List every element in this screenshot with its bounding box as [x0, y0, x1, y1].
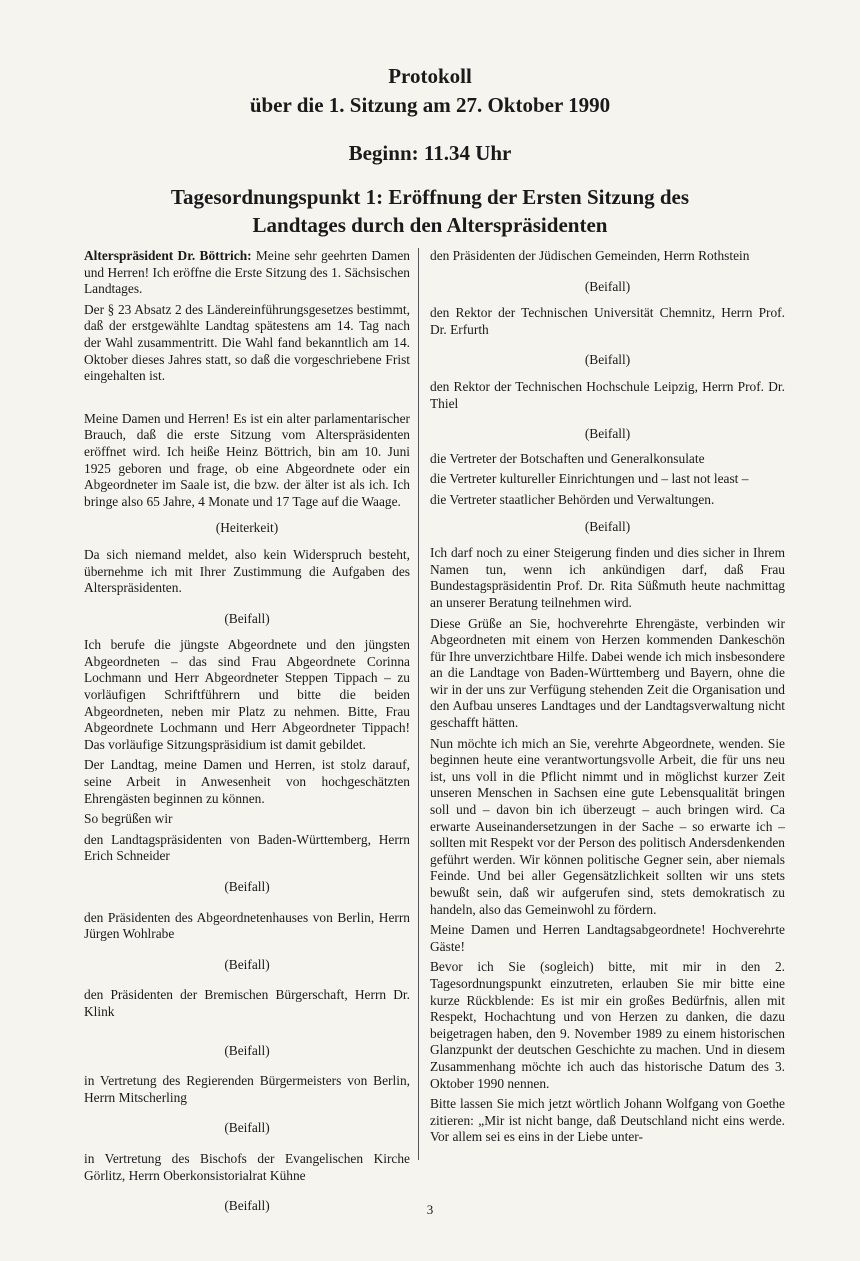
page-number: 3 [426, 1202, 434, 1217]
agenda-heading-line1: Tagesordnungspunkt 1: Eröffnung der Ersten Sitzung des [170, 185, 690, 209]
paragraph: Nun möchte ich mich an Sie, verehrte Abgeordnete, wenden. Sie beginnen heute eine verantwortungsvolle Arbeit, die für uns neu ist, uns voll in die Pflicht nimmt und in möglichst kurzer Zeit unseren Menschen in Sachsen eine gute Lebensqualität bringen soll und – davon bin ich überzeugt – auch bringen wird. Ca erwarte Auseinandersetzungen in der Sache – so erwarte ich – sollten mit Respekt vor der Person des politisch Andersdenkenden geführt werden. Wir können politische Gegner sein, aber niemals Feinde. Und bei aller Gegensätzlichkeit sollten wir uns stets bewußt sein, daß wir aufgerufen sind, stets demokratisch zu handeln, also das Gemeinwohl zu fördern. [430, 735, 785, 917]
paragraph: So begrüßen wir [84, 811, 173, 827]
left-column [84, 248, 410, 1215]
paragraph: die Vertreter staatlicher Behörden und Verwaltungen. [430, 491, 715, 507]
agenda-heading-line2: Landtages durch den Alterspräsidenten [252, 213, 608, 237]
remark: (Beifall) [584, 278, 631, 294]
title-block [0, 62, 860, 120]
paragraph: Da sich niemand meldet, also kein Widerspruch besteht, übernehme ich mit Ihrer Zustimmung die Aufgaben des Alterspräsidenten. [84, 546, 410, 596]
remark: (Beifall) [584, 426, 631, 442]
remark: (Beifall) [224, 1198, 270, 1214]
paragraph: Bevor ich Sie (sogleich) bitte, mit mir in den 2. Tagesordnungspunkt einzutreten, erlauben Sie mir bitte eine kurze Rückblende: Es ist mir ein großes Bedürfnis, allen mit Respekt, Hochachtung und von Herzen zu danken, die dazu beigetragen haben, den 9. November 1989 zu einem historischen Glanzpunkt der deutschen Geschichte zu machen. Und in diesem Zusammenhang möchte ich auch das historische Datum des 3. Oktober 1990 nennen. [430, 959, 785, 1091]
remark: (Beifall) [224, 956, 270, 972]
remark: (Beifall) [224, 879, 270, 894]
paragraph: Diese Grüße an Sie, hochverehrte Ehrengäste, verbinden wir Abgeordneten mit einem von Herzen kommenden Dankeschön für Ihre unverzichtbare Hilfe. Dabei wende ich mich insbesondere an die Landtage von Baden-Württemberg und Bayern, ohne die wir in der uns zur Verfügung stehenden Zeit die Organisation und den Aufbau unseres Landtages und der Landtagsverwaltung nicht geschafft hätten. [430, 615, 785, 731]
paragraph: die Vertreter kultureller Einrichtungen und – last not least – [430, 471, 749, 487]
paragraph: die Vertreter der Botschaften und Generalkonsulate [430, 450, 705, 466]
remark: (Beifall) [224, 1120, 270, 1136]
paragraph: den Rektor der Technischen Universität Chemnitz, Herrn Prof. Dr. Erfurth [430, 305, 785, 337]
speaker-name: Alterspräsident Dr. Böttrich: [84, 248, 252, 263]
paragraph: Ich berufe die jüngste Abgeordnete und den jüngsten Abgeordneten – das sind Frau Abgeordnete Corinna Lochmann und Herr Abgeordneter Steppen Tippach – zu vorläufigen Schriftführern und bitte die beiden Abgeordneten, neben mir Platz zu nehmen. Bitte, Frau Abgeordnete Lochmann und Herr Abgeordneter Tippach! Das vorläufige Sitzungspräsidium ist damit gebildet. [84, 637, 410, 752]
speech-text: Meine sehr geehrten Damen und Herren! Ich eröffne die Erste Sitzung des 1. Sächsischen Landtages. [84, 248, 410, 297]
paragraph [84, 248, 410, 298]
paragraph: Meine Damen und Herren! Es ist ein alter parlamentarischer Brauch, daß die erste Sitzung vom Alterspräsidenten eröffnet wird. Ich heiße Heinz Böttrich, bin am 10. Juni 1925 geboren und frage, ob eine Abgeordnete oder ein Abgeordneter im Saale ist, die bzw. der älter ist als ich. Ich bringe also 65 Jahre, 4 Monate und 17 Tage auf die Waage. [84, 410, 410, 509]
paragraph: Der § 23 Absatz 2 des Ländereinführungsgesetzes bestimmt, daß der erstgewählte Landtag spätestens am 14. Tag nach der Wahl zusammentritt. Die Wahl fand bekanntlich am 14. Oktober dieses Jahres statt, so daß die vorgeschriebene Frist eingehalten ist. [84, 301, 410, 384]
paragraph: den Präsidenten der Bremischen Bürgerschaft, Herrn Dr. Klink [84, 987, 410, 1019]
paragraph: Bitte lassen Sie mich jetzt wörtlich Johann Wolfgang von Goethe zitieren: „Mir ist nicht bange, daß Deutschland nicht eins werde. Vor allem sei es eins in der Liebe unter- [430, 1096, 785, 1145]
remark: (Beifall) [224, 1042, 270, 1058]
paragraph: Der Landtag, meine Damen und Herren, ist stolz darauf, seine Arbeit in Anwesenheit von hochgeschätzten Ehrengästen beginnen zu können. [84, 757, 410, 806]
paragraph: Ich darf noch zu einer Steigerung finden und dies sicher in Ihrem Namen tun, wenn ich ankündigen darf, daß Frau Bundestagspräsidentin Prof. Dr. Rita Süßmuth heute nachmittag an unserer Beratung teilnehmen wird. [430, 545, 785, 610]
document-title: Protokoll [388, 64, 472, 88]
paragraph: den Rektor der Technischen Hochschule Leipzig, Herrn Prof. Dr. Thiel [430, 378, 785, 411]
paragraph: Meine Damen und Herren Landtagsabgeordnete! Hochverehrte Gäste! [430, 922, 785, 954]
document-subtitle: über die 1. Sitzung am 27. Oktober 1990 [249, 93, 611, 117]
remark: (Beifall) [584, 518, 631, 534]
paragraph: den Landtagspräsidenten von Baden-Württemberg, Herrn Erich Schneider [84, 831, 410, 864]
remark: (Heiterkeit) [215, 520, 279, 536]
paragraph: den Präsidenten der Jüdischen Gemeinden, Herrn Rothstein [430, 248, 750, 263]
begin-time: Beginn: 11.34 Uhr [348, 141, 512, 165]
right-column [430, 248, 785, 1146]
agenda-heading [0, 183, 860, 239]
column-divider [418, 248, 419, 1160]
remark: (Beifall) [224, 610, 270, 626]
paragraph: in Vertretung des Regierenden Bürgermeisters von Berlin, Herrn Mitscherling [84, 1073, 410, 1105]
paragraph: in Vertretung des Bischofs der Evangelischen Kirche Görlitz, Herrn Oberkonsistorialrat Kühne [84, 1150, 410, 1183]
paragraph: den Präsidenten des Abgeordnetenhauses von Berlin, Herrn Jürgen Wohlrabe [84, 909, 410, 942]
remark: (Beifall) [584, 352, 631, 368]
